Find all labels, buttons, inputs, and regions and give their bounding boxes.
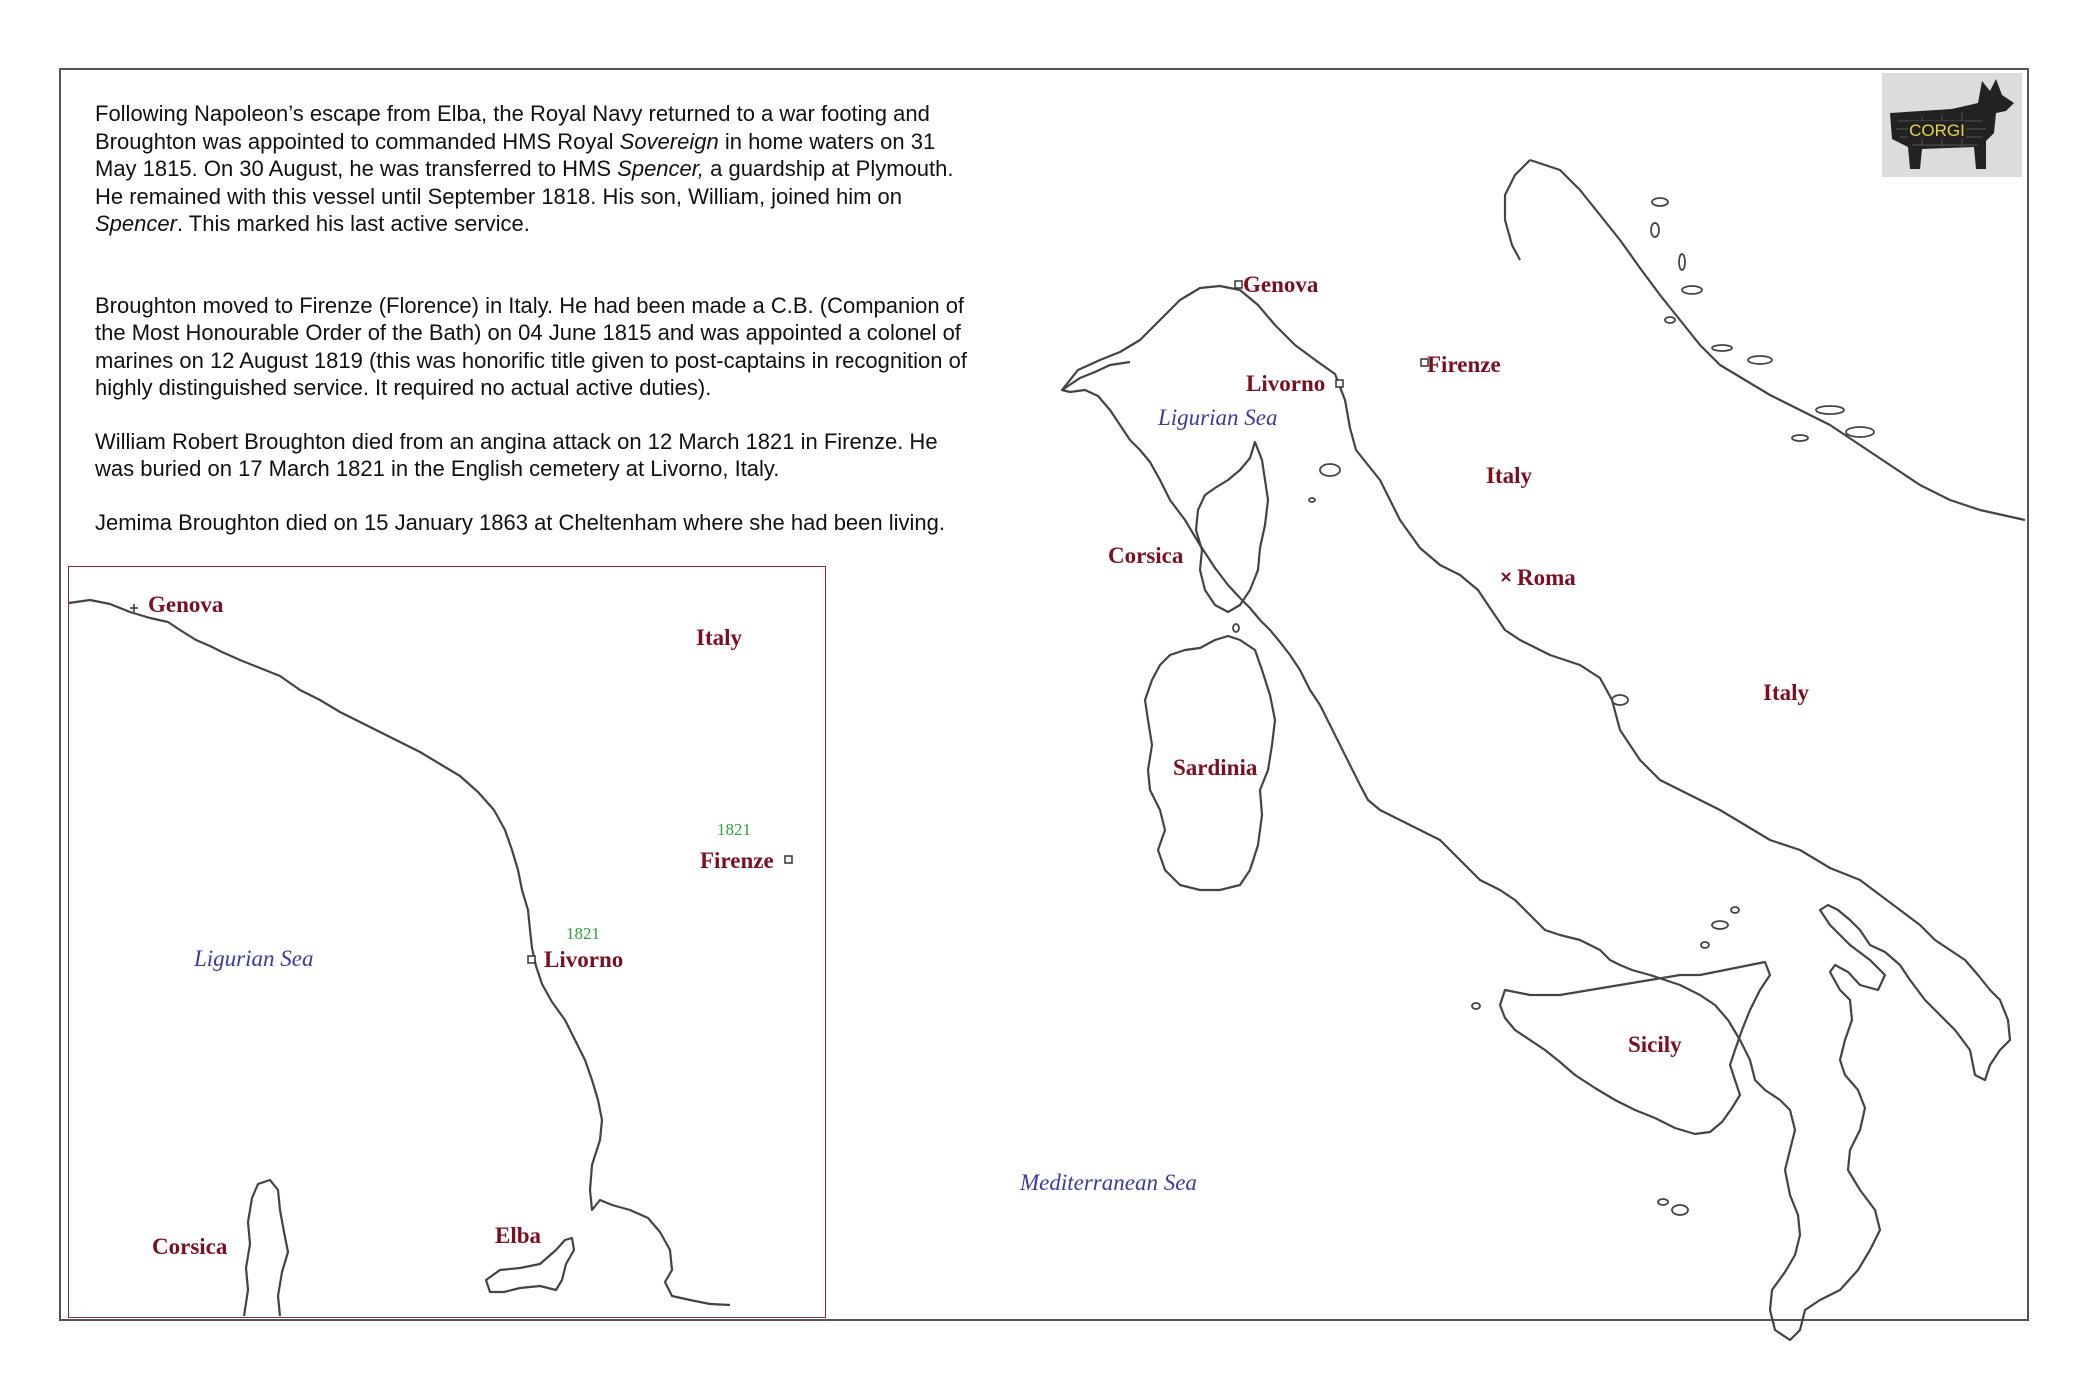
label-sicily: Sicily — [1628, 1032, 1682, 1057]
label-ligurian-sea: Ligurian Sea — [1158, 405, 1278, 430]
paragraph-3-line-2: was buried on 17 March 1821 in the English cemetery at Livorno, Italy. — [95, 456, 780, 481]
paragraph-1-line-1: Following Napoleon’s escape from Elba, the Royal Navy returned to a war footing and — [95, 101, 930, 126]
inset-label-livorno-year: 1821 — [566, 924, 600, 943]
inset-label-firenze: Firenze — [700, 848, 774, 873]
paragraph-1-line-2: Broughton was appointed to commanded HMS Royal Sovereign in home waters on 31 — [95, 128, 936, 154]
paragraph-1-line-5: Spencer. This marked his last active service. — [95, 211, 530, 236]
inset-corsica-coastline — [244, 1180, 288, 1316]
inset-label-genova: Genova — [148, 592, 224, 617]
label-italy-north: Italy — [1486, 463, 1532, 488]
genova-marker — [1235, 281, 1242, 288]
paragraph-2-line-1: Broughton moved to Firenze (Florence) in Italy. He had been made a C.B. (Companion of — [95, 292, 965, 318]
roma-marker — [1502, 573, 1510, 581]
paragraph-3-line-1: William Robert Broughton died from an angina attack on 12 March 1821 in Firenze. He — [95, 428, 938, 454]
inset-label-firenze-year: 1821 — [717, 820, 751, 839]
adriatic-head-coastline — [1505, 160, 1530, 260]
label-firenze: Firenze — [1427, 352, 1501, 377]
paragraph-1-line-3: May 1815. On 30 August, he was transferred to HMS Spencer, a guardship at Plymouth. — [95, 156, 954, 181]
paragraph-4: Jemima Broughton died on 15 January 1863 at Cheltenham where she had been living. — [95, 509, 945, 535]
italy-coastline — [1062, 286, 2010, 1340]
balkan-coastline — [1530, 160, 2025, 520]
paragraph-2-line-4: highly distinguished service. It required no actual active duties). — [95, 375, 712, 400]
paragraph-2-line-3: marines on 12 August 1819 (this was honorific title given to post-captains in recognition of — [95, 347, 967, 373]
label-italy-south: Italy — [1763, 680, 1809, 705]
label-corsica: Corsica — [1108, 543, 1184, 568]
inset-label-ligurian-sea: Ligurian Sea — [194, 946, 314, 971]
logo-text: CORGI — [1909, 121, 1965, 140]
label-livorno: Livorno — [1246, 371, 1326, 396]
label-mediterranean-sea: Mediterranean Sea — [1020, 1170, 1197, 1195]
inset-firenze-marker — [785, 856, 792, 863]
corsica-coastline — [1196, 442, 1268, 612]
inset-coastline — [69, 600, 730, 1305]
inset-label-corsica: Corsica — [152, 1234, 228, 1259]
inset-genova-marker — [130, 604, 138, 612]
paragraph-1-line-4: He remained with this vessel until September 1818. His son, William, joined him on — [95, 183, 903, 209]
paragraph-2-line-2: the Most Honourable Order of the Bath) on 04 June 1815 and was appointed a colonel of — [95, 320, 961, 345]
inset-livorno-marker — [528, 956, 535, 963]
livorno-marker — [1336, 380, 1343, 387]
inset-label-italy: Italy — [696, 625, 742, 650]
label-genova: Genova — [1243, 272, 1319, 297]
inset-label-livorno: Livorno — [544, 947, 624, 972]
label-sardinia: Sardinia — [1173, 755, 1258, 780]
inset-label-elba: Elba — [495, 1223, 542, 1248]
label-roma: Roma — [1517, 565, 1576, 590]
